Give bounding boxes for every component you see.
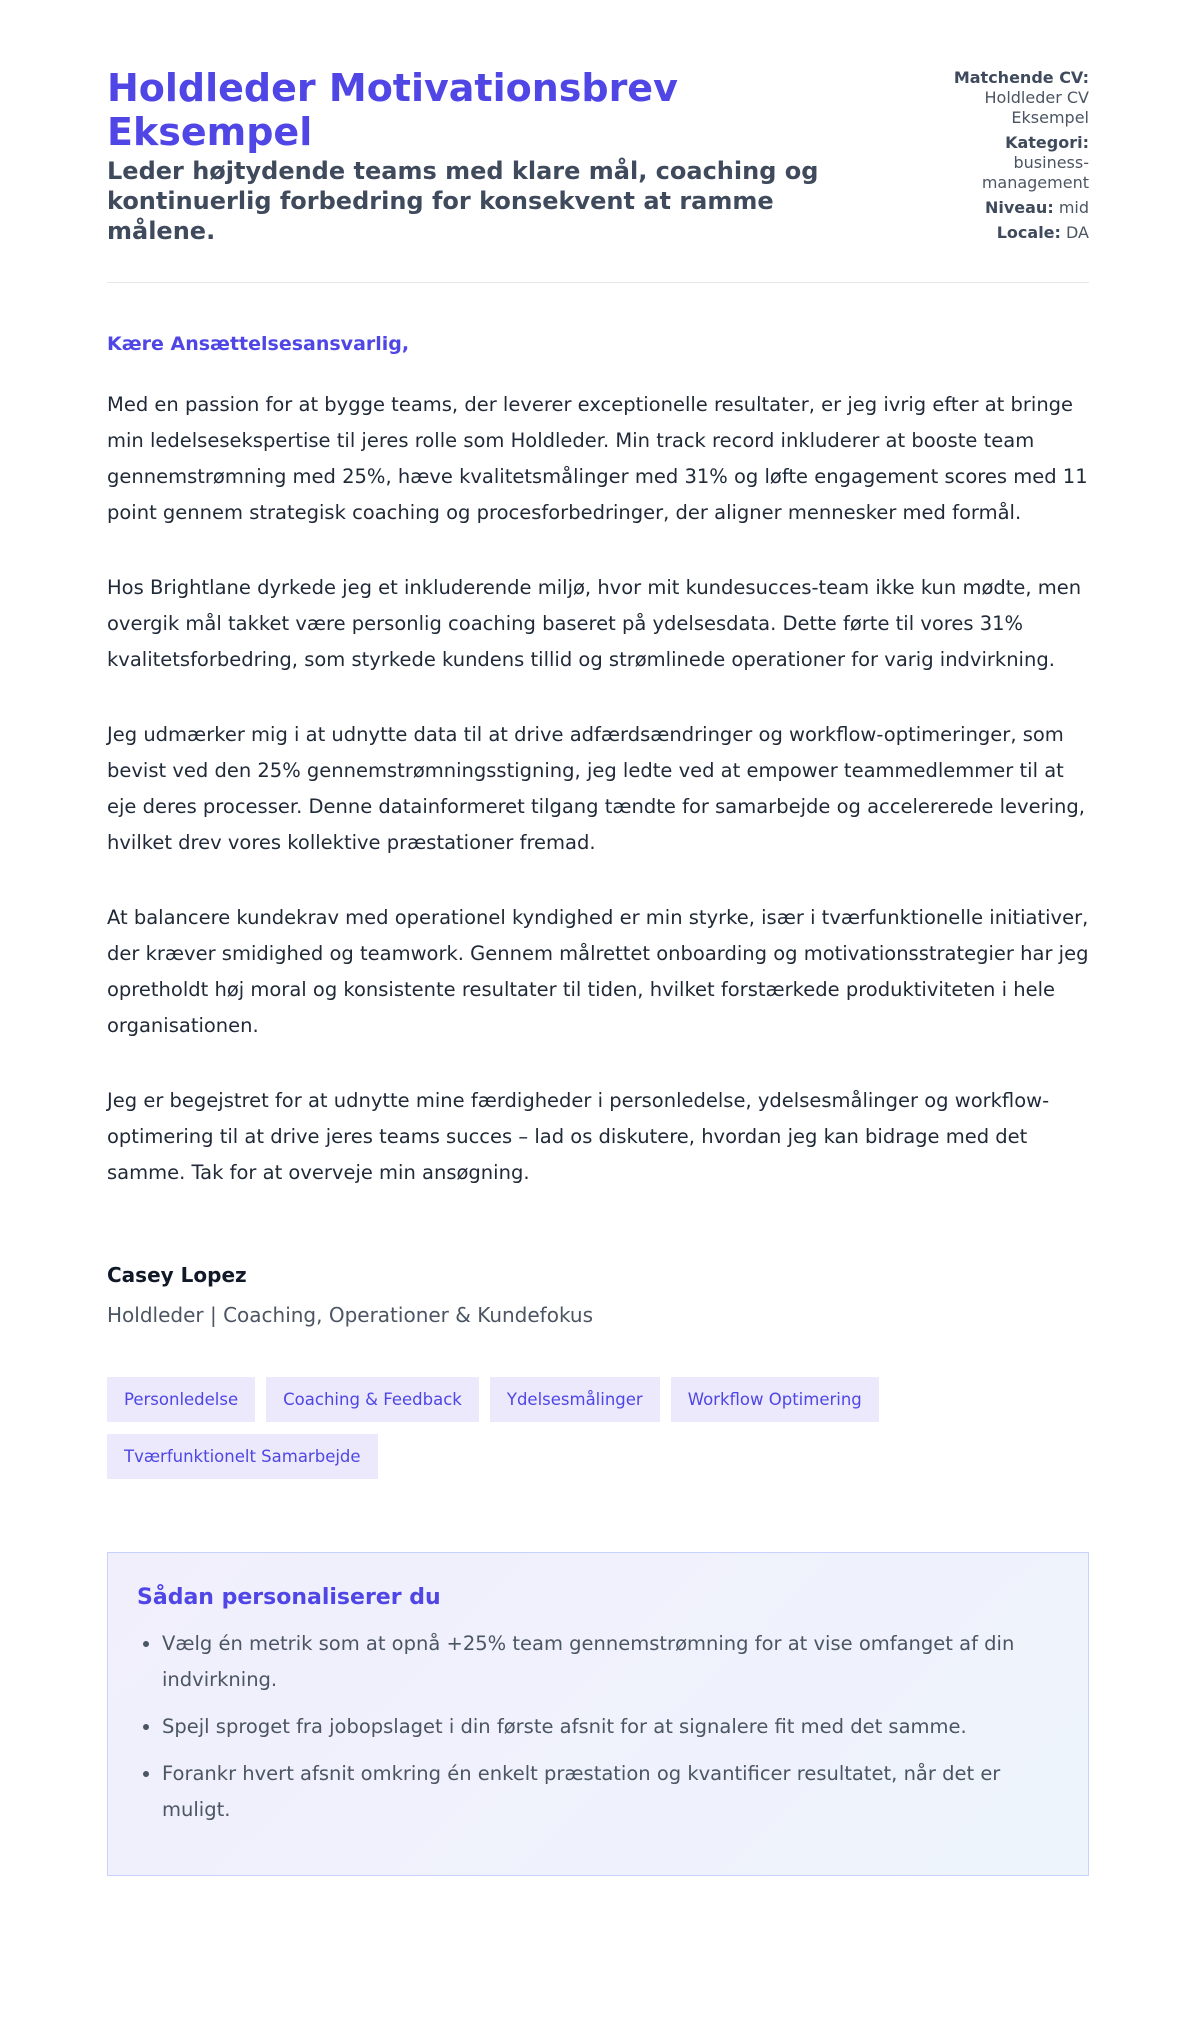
personalization-tips — [107, 1552, 1089, 1876]
letter-paragraph: Jeg er begejstret for at udnytte mine færdigheder i personledelse, ydelsesmålinger og workflow-optimering til at drive jeres teams succes – lad os diskutere, hvordan jeg kan bidrage med det samme. Tak for at overveje min ansøgning. — [107, 1089, 1050, 1184]
category-value: business-management — [981, 153, 1089, 192]
skill-tag: Personledelse — [107, 1377, 255, 1422]
level-value: mid — [1058, 198, 1089, 217]
page-header — [107, 66, 1089, 283]
cv-label: Matchende CV: — [953, 68, 1089, 87]
meta-panel — [909, 66, 1089, 248]
page-subtitle: Leder højtydende teams med klare mål, coaching og kontinuerlig forbedring for konsekvent at ramme målene. — [107, 157, 819, 245]
tips-title: Sådan personaliserer du — [137, 1585, 441, 1610]
page-title: Holdleder Motivationsbrev Eksempel — [107, 66, 678, 154]
salutation: Kære Ansættelsesansvarlig, — [107, 333, 410, 355]
tip-item: • Forankr hvert afsnit omkring én enkelt præstation og kvantificer resultatet, når det er muligt. — [162, 1756, 1059, 1828]
tip-item: • Vælg én metrik som at opnå +25% team gennemstrømning for at vise omfanget af din indvirkning. — [162, 1626, 1059, 1698]
signature-role: Holdleder | Coaching, Operationer & Kundefokus — [107, 1303, 594, 1327]
locale-label: Locale: — [996, 223, 1061, 242]
cv-value: Holdleder CV Eksempel — [984, 88, 1089, 127]
tips-list — [137, 1626, 1059, 1828]
skill-tag: Ydelsesmålinger — [490, 1377, 660, 1422]
skill-tag: Tværfunktionelt Samarbejde — [107, 1434, 378, 1479]
letter-paragraph: Hos Brightlane dyrkede jeg et inkluderende miljø, hvor mit kundesucces-team ikke kun mødte, men overgik mål takket være personlig coaching baseret på ydelsesdata. Dette førte til vores 31% kvalitetsforbedring, som styrkede kundens tillid og strømlinede operationer for varig indvirkning. — [107, 576, 1082, 671]
letter-paragraph: Med en passion for at bygge teams, der leverer exceptionelle resultater, er jeg ivrig efter at bringe min ledelsesekspertise til jeres rolle som Holdleder. Min track record inkluderer at booste team gennemstrømning med 25%, hæve kvalitetsmålinger med 31% og løfte engagement scores med 11 point gennem strategisk coaching og procesforbedringer, der aligner mennesker med formål. — [107, 393, 1088, 524]
locale-value: DA — [1066, 223, 1089, 242]
signature-name: Casey Lopez — [107, 1263, 247, 1287]
skill-tags — [107, 1377, 927, 1479]
letter-paragraph: Jeg udmærker mig i at udnytte data til at drive adfærdsændringer og workflow-optimeringer, som bevist ved den 25% gennemstrømningsstigning, jeg ledte ved at empower teammedlemmer til at eje deres processer. Denne datainformeret tilgang tændte for samarbejde og accelererede levering, hvilket drev vores kollektive præstationer fremad. — [107, 723, 1085, 854]
category-label: Kategori: — [1005, 133, 1089, 152]
tip-item: • Spejl sproget fra jobopslaget i din første afsnit for at signalere fit med det samme. — [162, 1709, 1059, 1745]
skill-tag: Workflow Optimering — [671, 1377, 879, 1422]
skill-tag: Coaching & Feedback — [266, 1377, 479, 1422]
level-label: Niveau: — [984, 198, 1054, 217]
letter-paragraph: At balancere kundekrav med operationel kyndighed er min styrke, især i tværfunktionelle initiativer, der kræver smidighed og teamwork. Gennem målrettet onboarding og motivationsstrategier har jeg opretholdt høj moral og konsistente resultater til tiden, hvilket forstærkede produktiviteten i hele organisationen. — [107, 906, 1089, 1037]
